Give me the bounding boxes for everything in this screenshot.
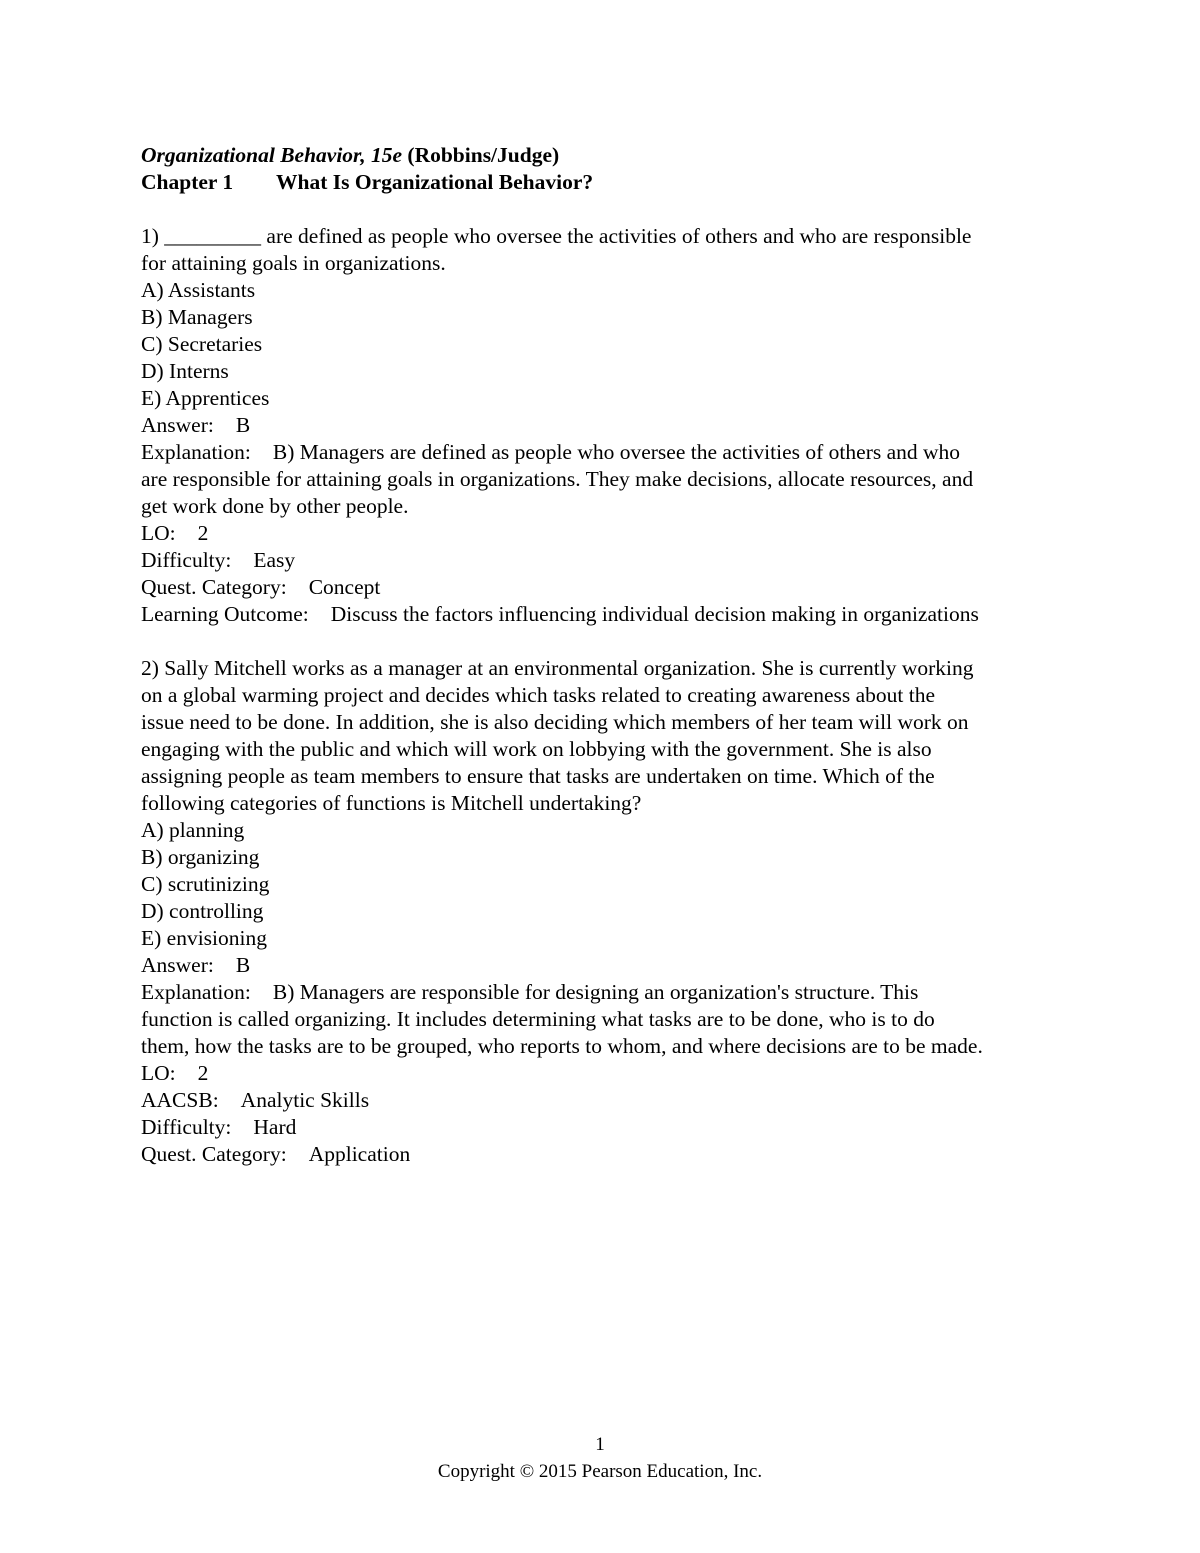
meta-value: 2 [197,1061,209,1085]
meta-label: Quest. Category: [141,575,287,599]
chapter-heading [141,169,1081,196]
chapter-title: What Is Organizational Behavior? [276,170,594,194]
answer-option: A) planning [141,818,245,842]
meta-label: Difficulty: [141,548,232,572]
answer-line [141,412,1081,439]
meta-line [141,574,1081,601]
explanation-text: function is called organizing. It includes determining what tasks are to be done, who is to do [141,1007,935,1031]
spacer [141,196,1081,223]
spacer [141,628,1081,655]
explanation-text: get work done by other people. [141,494,409,518]
meta-line [141,547,1081,574]
answer-option: C) scrutinizing [141,872,270,896]
question-1 [141,223,1081,628]
question-stem-line: issue need to be done. In addition, she is also deciding which members of her team will work on [141,710,969,734]
explanation-line [141,439,1081,466]
meta-label: LO: [141,1061,176,1085]
answer-option: C) Secretaries [141,332,263,356]
answer-option: E) envisioning [141,926,267,950]
question-stem-line: 1) _________ are defined as people who oversee the activities of others and who are responsible [141,224,972,248]
meta-value: Discuss the factors influencing individual decision making in organizations [330,602,979,626]
answer-label: Answer: [141,953,214,977]
meta-line [141,520,1081,547]
question-stem-line: engaging with the public and which will work on lobbying with the government. She is also [141,737,932,761]
explanation-text: B) Managers are defined as people who oversee the activities of others and who [272,440,961,464]
book-title-line [141,142,1081,169]
explanation-line [141,979,1081,1006]
meta-label: Quest. Category: [141,1142,287,1166]
chapter-label: Chapter 1 [141,170,234,194]
question-stem-line: for attaining goals in organizations. [141,251,446,275]
meta-value: Concept [308,575,381,599]
meta-line [141,1087,1081,1114]
meta-label: Difficulty: [141,1115,232,1139]
answer-option: B) Managers [141,305,253,329]
question-2 [141,655,1081,1168]
meta-label: Learning Outcome: [141,602,309,626]
answer-option: D) Interns [141,359,229,383]
book-title: Organizational Behavior, 15e [141,143,403,167]
answer-option: B) organizing [141,845,260,869]
copyright-notice: Copyright © 2015 Pearson Education, Inc. [437,1461,763,1482]
answer-line [141,952,1081,979]
meta-line [141,601,1081,628]
explanation-text: B) Managers are responsible for designing an organization's structure. This [272,980,919,1004]
answer-value: B [235,413,251,437]
book-authors: (Robbins/Judge) [407,143,560,167]
explanation-text: them, how the tasks are to be grouped, who reports to whom, and where decisions are to be made. [141,1034,983,1058]
answer-option: E) Apprentices [141,386,270,410]
question-stem-line: on a global warming project and decides which tasks related to creating awareness about the [141,683,936,707]
explanation-label: Explanation: [141,440,251,464]
meta-line [141,1060,1081,1087]
meta-value: Application [308,1142,411,1166]
meta-value: Hard [253,1115,297,1139]
meta-value: Analytic Skills [240,1088,370,1112]
meta-value: 2 [197,521,209,545]
question-stem-line: following categories of functions is Mitchell undertaking? [141,791,642,815]
answer-label: Answer: [141,413,214,437]
explanation-text: are responsible for attaining goals in organizations. They make decisions, allocate resources, and [141,467,974,491]
meta-line [141,1141,1081,1168]
page-number: 1 [595,1434,605,1455]
explanation-label: Explanation: [141,980,251,1004]
meta-line [141,1114,1081,1141]
answer-option: D) controlling [141,899,264,923]
question-stem-line: assigning people as team members to ensure that tasks are undertaken on time. Which of the [141,764,935,788]
question-stem-line: 2) Sally Mitchell works as a manager at an environmental organization. She is currently working [141,656,974,680]
page-content [141,142,1081,1168]
meta-value: Easy [253,548,296,572]
meta-label: AACSB: [141,1088,219,1112]
meta-label: LO: [141,521,176,545]
answer-value: B [235,953,251,977]
answer-option: A) Assistants [141,278,256,302]
